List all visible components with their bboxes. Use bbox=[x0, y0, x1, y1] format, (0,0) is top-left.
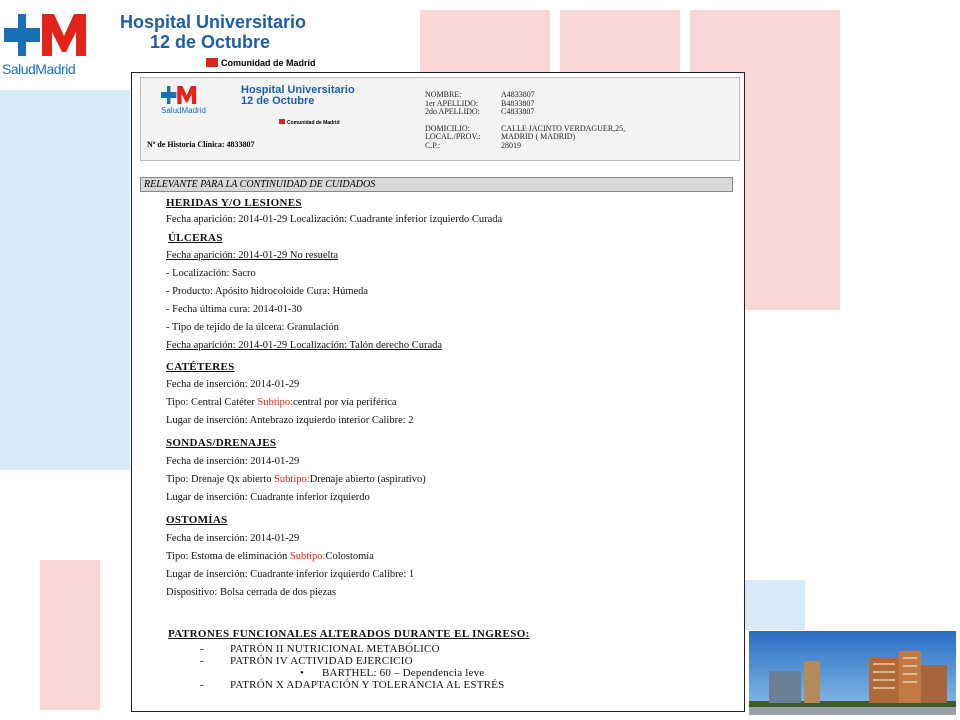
patron-item bbox=[200, 679, 504, 691]
ulceras-line: - Fecha última cura: 2014-01-30 bbox=[166, 304, 302, 315]
patron-text: PATRÓN II NUTRICIONAL METABÓLICO bbox=[230, 643, 440, 655]
subtipo-label: Subtipo: bbox=[289, 551, 326, 562]
patient-field bbox=[425, 142, 625, 151]
subtipo-value: central por vía periférica bbox=[293, 397, 397, 408]
field-key: DOMICILIO: bbox=[425, 123, 470, 133]
heridas-line: Fecha aparición: 2014-01-29 Localización: Cuadrante inferior izquierdo Curada bbox=[166, 214, 503, 225]
field-value: C4833807 bbox=[501, 107, 535, 116]
ulceras-line: - Tipo de tejido de la úlcera: Granulación bbox=[166, 322, 339, 333]
ulceras-line: - Localización: Sacro bbox=[166, 268, 256, 279]
cateteres-line: Fecha de inserción: 2014-01-29 bbox=[166, 379, 300, 390]
ulceras-heading: ÚLCERAS bbox=[168, 232, 223, 244]
doc-hospital-name bbox=[241, 85, 355, 107]
hospital-name-line1: Hospital Universitario bbox=[120, 12, 307, 32]
comunidad-madrid-label bbox=[206, 58, 316, 68]
cateteres-line: Lugar de inserción: Antebrazo izquierdo interior Calibre: 2 bbox=[166, 415, 414, 426]
sondas-line: Fecha de inserción: 2014-01-29 bbox=[166, 456, 300, 467]
field-key: 2do APELLIDO: bbox=[425, 107, 480, 116]
tipo-text: Tipo: Drenaje Qx abierto bbox=[166, 474, 275, 485]
patient-info bbox=[425, 91, 625, 150]
ostomias-line bbox=[166, 551, 374, 562]
field-value: MADRID ( MADRID) bbox=[501, 132, 576, 141]
field-key: NOMBRE: bbox=[425, 90, 462, 99]
field-value: CALLE JACINTO VERDAGUER,25, bbox=[501, 123, 626, 133]
comunidad-flag-icon bbox=[206, 58, 218, 67]
ostomias-heading: OSTOMÍAS bbox=[166, 514, 228, 526]
patron-subitem bbox=[300, 667, 484, 679]
patron-text: PATRÓN IV ACTIVIDAD EJERCICIO bbox=[230, 655, 413, 667]
document-header bbox=[140, 77, 740, 161]
watermark-shape bbox=[40, 560, 100, 710]
patrones-heading: PATRONES FUNCIONALES ALTERADOS DURANTE EL INGRESO: bbox=[168, 628, 530, 640]
sondas-line: Lugar de inserción: Cuadrante inferior izquierdo bbox=[166, 492, 370, 503]
ulceras-line: - Producto: Apósito hidrocoloide Cura: Húmeda bbox=[166, 286, 369, 297]
subtipo-value: Drenaje abierto (aspirativo) bbox=[309, 474, 426, 485]
hospital-building-photo bbox=[749, 631, 956, 715]
tipo-text: Tipo: Central Catéter bbox=[166, 397, 258, 408]
doc-hospital-line1: Hospital Universitario bbox=[241, 84, 355, 96]
section-title-bar: RELEVANTE PARA LA CONTINUIDAD DE CUIDADOS bbox=[140, 177, 733, 192]
doc-hospital-line2: 12 de Octubre bbox=[241, 95, 315, 107]
doc-salud-text: SaludMadrid bbox=[161, 106, 206, 115]
dash-icon: - bbox=[200, 655, 204, 667]
hospital-name bbox=[120, 12, 306, 52]
watermark-shape bbox=[745, 580, 805, 630]
salud-madrid-logo-icon bbox=[4, 12, 88, 58]
doc-comunidad-text: Comunidad de Madrid bbox=[287, 120, 340, 126]
patient-field bbox=[425, 133, 625, 142]
field-key: LOCAL./PROV.: bbox=[425, 132, 481, 141]
dash-icon: - bbox=[200, 679, 204, 691]
doc-comunidad-flag-icon bbox=[279, 119, 285, 124]
doc-comunidad-label bbox=[279, 119, 340, 126]
patron-item bbox=[200, 643, 440, 655]
field-key: C.P.: bbox=[425, 140, 441, 150]
ostomias-line: Lugar de inserción: Cuadrante inferior izquierdo Calibre: 1 bbox=[166, 569, 415, 580]
watermark-shape bbox=[0, 90, 130, 470]
field-key: 1er APELLIDO: bbox=[425, 98, 479, 108]
patron-text: BARTHEL: 60 – Dependencia leve bbox=[322, 667, 485, 679]
hospital-name-line2: 12 de Octubre bbox=[150, 32, 271, 52]
subtipo-label: Subtipo: bbox=[257, 397, 294, 408]
sondas-line bbox=[166, 474, 426, 485]
clinical-document bbox=[131, 72, 745, 712]
hospital-building-image-icon bbox=[749, 631, 956, 715]
sondas-heading: SONDAS/DRENAJES bbox=[166, 437, 277, 449]
heridas-heading: HERIDAS Y/O LESIONES bbox=[166, 197, 302, 209]
cateteres-heading: CATÉTERES bbox=[166, 361, 235, 373]
bullet-icon: • bbox=[300, 667, 305, 679]
tipo-text: Tipo: Estoma de eliminación bbox=[166, 551, 290, 562]
doc-logo-icon bbox=[161, 84, 197, 106]
field-value: 28019 bbox=[501, 140, 521, 150]
subtipo-value: Colostomía bbox=[325, 551, 374, 562]
cateteres-line bbox=[166, 397, 397, 408]
ulceras-line: Fecha aparición: 2014-01-29 No resuelta bbox=[166, 250, 339, 261]
dash-icon: - bbox=[200, 643, 204, 655]
ulceras-line: Fecha aparición: 2014-01-29 Localización: Talón derecho Curada bbox=[166, 340, 443, 351]
subtipo-label: Subtipo: bbox=[274, 474, 310, 485]
salud-madrid-logo bbox=[0, 6, 92, 76]
patient-field bbox=[425, 108, 625, 117]
patron-text: PATRÓN X ADAPTACIÓN Y TOLERANCIA AL ESTRÉS bbox=[230, 679, 505, 691]
ostomias-line: Dispositivo: Bolsa cerrada de dos piezas bbox=[166, 587, 336, 598]
salud-madrid-text: SaludMadrid bbox=[2, 61, 76, 77]
patron-item bbox=[200, 655, 413, 667]
field-value: B4833807 bbox=[501, 98, 535, 108]
ostomias-line: Fecha de inserción: 2014-01-29 bbox=[166, 533, 300, 544]
field-value: A4833807 bbox=[501, 90, 535, 99]
historia-clinica: Nº de Historia Clínica: 4833807 bbox=[147, 140, 255, 149]
comunidad-text: Comunidad de Madrid bbox=[221, 58, 316, 68]
